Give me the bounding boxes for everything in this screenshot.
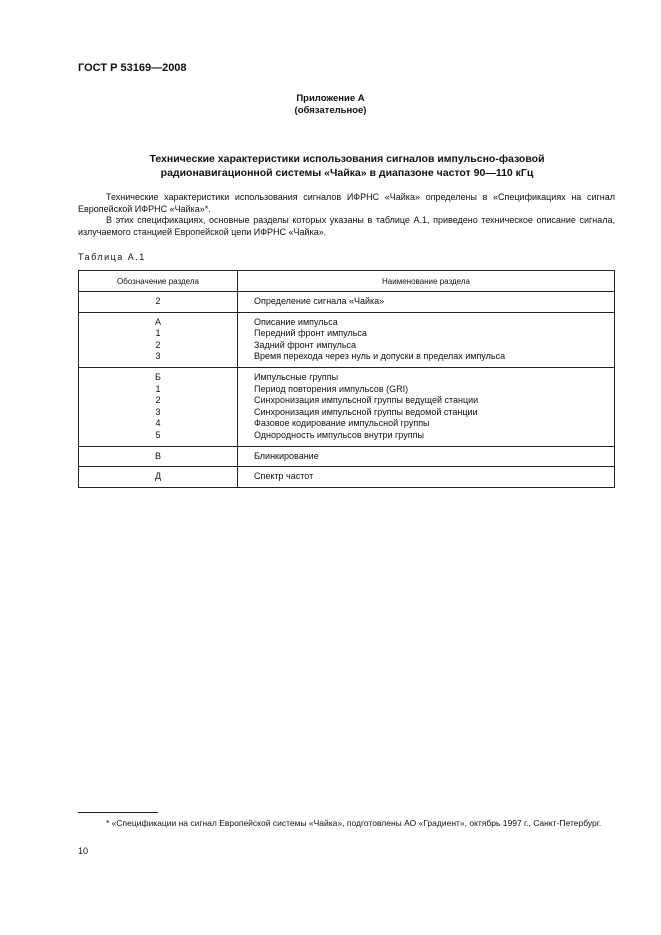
section-name: Однородность импульсов внутри группы: [254, 429, 424, 440]
table-caption: Таблица А.1: [78, 252, 146, 262]
sections-table: [78, 270, 615, 488]
section-title-line-1: Технические характеристики использования сигналов импульсно-фазовой: [149, 153, 545, 165]
section-code: 5: [155, 429, 161, 440]
section-name: Задний фронт импульса: [254, 339, 357, 350]
section-name: Импульсные группы: [254, 371, 339, 382]
section-code: 2: [155, 339, 161, 350]
section-name: Фазовое кодирование импульсной группы: [254, 418, 430, 429]
section-name: Синхронизация импульсной группы ведомой станции: [254, 406, 478, 417]
section-code: 3: [155, 406, 161, 417]
section-code: 2: [155, 395, 161, 406]
footnote: * «Спецификации на сигнал Европейской системы «Чайка», подготовлены АО «Градиент», октябрь 1997 г., Санкт-Петербург.: [106, 818, 602, 828]
section-code: 3: [155, 351, 161, 362]
section-code: 1: [155, 328, 161, 339]
appendix-title: Приложение А: [296, 93, 365, 104]
section-name-cell: [238, 312, 615, 367]
table-row: [79, 312, 615, 367]
paragraph: Технические характеристики использования сигналов ИФРНС «Чайка» определены в «Спецификациях на сигнал Европейской ИФРНС «Чайка»*.: [78, 192, 615, 214]
table-row: [79, 446, 615, 467]
column-header-name: Наименование раздела: [238, 271, 615, 292]
section-name-cell: [238, 467, 615, 488]
page-number: 10: [78, 846, 89, 856]
section-name: Передний фронт импульса: [254, 328, 367, 339]
section-code-cell: [79, 446, 238, 467]
section-code: 4: [155, 418, 161, 429]
section-code-cell: [79, 312, 238, 367]
section-name: Блинкирование: [254, 450, 319, 461]
section-name: Определение сигнала «Чайка»: [254, 296, 385, 306]
footnote-divider: [78, 812, 158, 813]
section-code: Б: [155, 371, 161, 382]
section-code-cell: [79, 367, 238, 446]
section-name-cell: [238, 367, 615, 446]
section-name: Период повторения импульсов (GRI): [254, 383, 409, 394]
section-name: Спектр частот: [254, 471, 314, 482]
section-name-cell: [238, 292, 615, 313]
section-code: Д: [154, 471, 162, 482]
section-code: А: [154, 316, 161, 327]
section-name: Синхронизация импульсной группы ведущей станции: [254, 395, 479, 406]
section-code: 1: [155, 383, 161, 394]
section-name: Описание импульса: [254, 316, 338, 327]
table-row: [79, 292, 615, 313]
table-header-row: [79, 271, 615, 292]
section-code: 2: [155, 296, 161, 306]
section-name: Время перехода через нуль и допуски в пределах импульса: [254, 351, 506, 362]
section-code-cell: [79, 292, 238, 313]
section-name-cell: [238, 446, 615, 467]
appendix-status: (обязательное): [294, 105, 367, 116]
column-header-code: Обозначение раздела: [79, 271, 238, 292]
table-row: [79, 367, 615, 446]
table-row: [79, 467, 615, 488]
paragraph: В этих спецификациях, основные разделы которых указаны в таблице А.1, приведено техническое описание сигнала, излучаемого станцией Европейской цепи ИФРНС «Чайка».: [78, 215, 615, 237]
document-id: ГОСТ Р 53169—2008: [78, 62, 187, 74]
section-code: В: [154, 450, 161, 461]
section-code-cell: [79, 467, 238, 488]
section-title: [80, 152, 614, 180]
section-title-line-2: радионавигационной системы «Чайка» в диапазоне частот 90—110 кГц: [160, 167, 534, 179]
